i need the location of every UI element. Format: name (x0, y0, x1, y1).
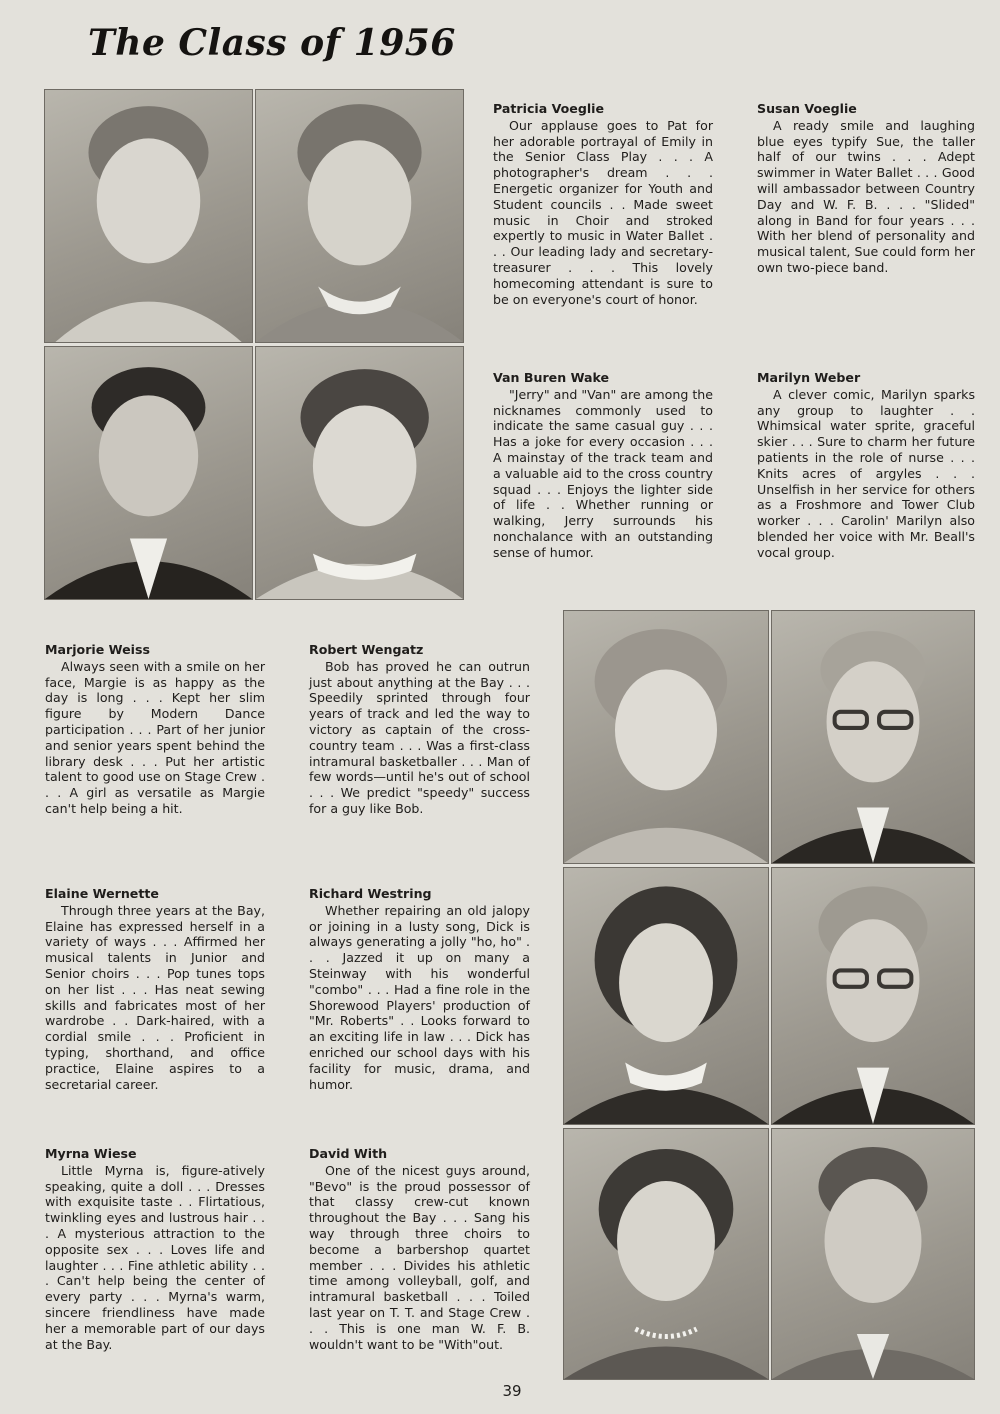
student-name: Patricia Voeglie (493, 101, 605, 116)
student-name: Richard Westring (309, 886, 432, 901)
student-bio: Whether repairing an old jalopy or joining in a lusty song, Dick is always generating a jolly "ho, ho" . . . Jazzed it up on many a Steinway with his wonderful "combo" . . . Had a fine role in the Shorewood Players' production of "Mr. Roberts" . . Looks forward to an exciting life in law . . . Dick has enriched our school days with his facility for music, drama, and humor. (309, 902, 530, 1092)
student-name: Susan Voeglie (757, 101, 857, 116)
bio-susan-voeglie (757, 101, 975, 276)
page-number: 39 (502, 1382, 522, 1400)
portrait-robert-wengatz (771, 610, 975, 864)
bio-patricia-voeglie (493, 101, 713, 307)
student-bio: One of the nicest guys around, "Bevo" is the proud possessor of that classy crew-cut known throughout the Bay . . . Sang his way through three choirs to become a barbershop quartet member . . . Divides his athletic time among volleyball, golf, and intramural basketball . . . Toiled last year on T. T. and Stage Crew . . . This is one man W. F. B. wouldn't want to be "With"out. (309, 1162, 530, 1352)
student-bio: Bob has proved he can outrun just about anything at the Bay . . . Speedily sprinted through four years of track and led the way to victory as captain of the cross-country team . . . Was a first-class intramural basketballer . . . Man of few words—until he's out of school . . . We predict "speedy" success for a guy like Bob. (309, 658, 530, 816)
student-name: Myrna Wiese (45, 1146, 137, 1161)
portrait-marjorie-weiss (563, 610, 769, 864)
bio-marjorie-weiss (45, 642, 265, 817)
student-bio: A ready smile and laughing blue eyes typify Sue, the taller half of our twins . . . Adept swimmer in Water Ballet . . . Good will ambassador between Country Day and W. F. B. . . . "Slided" along in Band for four years . . . With her blend of personality and musical talent, Sue could form her own two-piece band. (757, 117, 975, 275)
student-name: Marilyn Weber (757, 370, 861, 385)
portrait-myrna-wiese (563, 1128, 769, 1380)
portrait-david-with (771, 1128, 975, 1380)
bio-david-with (309, 1146, 530, 1352)
student-name: Van Buren Wake (493, 370, 610, 385)
student-name: Robert Wengatz (309, 642, 424, 657)
student-bio: A clever comic, Marilyn sparks any group to laughter . . Whimsical water sprite, graceful skier . . . Sure to charm her future patients in the role of nurse . . . Knits acres of argyles . . . Unselfish in her service for others as a Froshmore and Tower Club worker . . . Carolin' Marilyn also blended her voice with Mr. Beall's vocal group. (757, 386, 975, 560)
portrait-van-buren-wake (44, 346, 253, 600)
student-bio: Always seen with a smile on her face, Margie is as happy as the day is long . . . Kept her slim figure by Modern Dance participation . . . Part of her junior and senior years spent behind the library desk . . . Put her artistic talent to good use on Stage Crew . . . A girl as versatile as Margie can't help being a hit. (45, 658, 265, 816)
portrait-elaine-wernette (563, 867, 769, 1125)
bio-marilyn-weber (757, 370, 975, 561)
student-name: David With (309, 1146, 388, 1161)
portrait-susan-voeglie (255, 89, 464, 343)
bio-myrna-wiese (45, 1146, 265, 1352)
bio-van-buren-wake (493, 370, 713, 561)
student-name: Elaine Wernette (45, 886, 159, 901)
portrait-richard-westring (771, 867, 975, 1125)
student-bio: "Jerry" and "Van" are among the nicknames commonly used to indicate the same casual guy . . . Has a joke for every occasion . . . A mainstay of the track team and a valuable aid to the cross country squad . . . Enjoys the lighter side of life . . Whether running or walking, Jerry surrounds his nonchalance with an outstanding sense of humor. (493, 386, 713, 560)
student-bio: Our applause goes to Pat for her adorable portrayal of Emily in the Senior Class Play . . . A photographer's dream . . . Energetic organizer for Youth and Student councils . . Made sweet music in Choir and stroked expertly to music in Water Ballet . . . Our leading lady and secretary-treasurer . . . This lovely homecoming attendant is sure to be on everyone's court of honor. (493, 117, 713, 307)
student-bio: Through three years at the Bay, Elaine has expressed herself in a variety of ways . . . Affirmed her musical talents in Junior and Senior choirs . . . Pop tunes tops on her list . . . Has neat sewing skills and fabricates most of her wardrobe . . Dark-haired, with a cordial smile . . . Proficient in typing, shorthand, and office practice, Elaine aspires to a secretarial career. (45, 902, 265, 1092)
portrait-patricia-voeglie (44, 89, 253, 343)
page-title: The Class of 1956 (88, 22, 456, 64)
bio-richard-westring (309, 886, 530, 1092)
portrait-marilyn-weber (255, 346, 464, 600)
student-name: Marjorie Weiss (45, 642, 150, 657)
bio-robert-wengatz (309, 642, 530, 817)
bio-elaine-wernette (45, 886, 265, 1092)
student-bio: Little Myrna is, figure-atively speaking, quite a doll . . . Dresses with exquisite taste . . Flirtatious, twinkling eyes and lustrous hair . . . A mysterious attraction to the opposite sex . . . Loves life and laughter . . . Fine athletic ability . . . Can't help being the center of every party . . . Myrna's warm, sincere friendliness have made her a memorable part of our days at the Bay. (45, 1162, 265, 1352)
